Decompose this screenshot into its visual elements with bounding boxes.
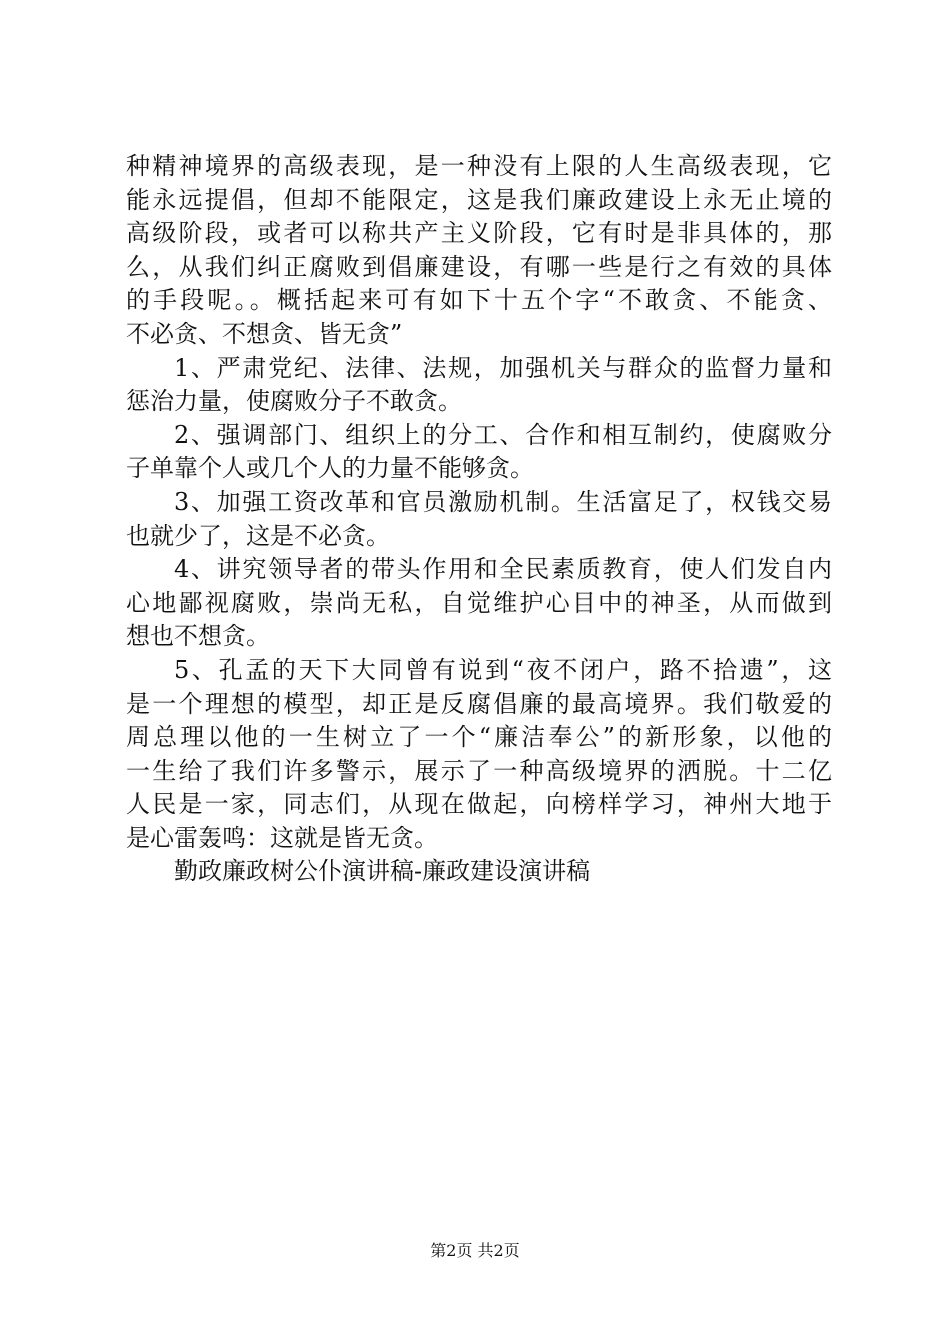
paragraph-start-line: 4、讲究领导者的带头作用和全民素质教育，使人们发自内 [174,555,832,584]
paragraph-start-line: 5、孔孟的天下大同曾有说到“夜不闭户，路不拾遗”，这 [174,655,832,684]
text-line: 周总理以他的一生树立了一个“廉洁奉公”的新形象，以他的 [126,723,832,752]
text-line: 么，从我们纠正腐败到倡廉建设，有哪一些是行之有效的具体 [126,252,832,281]
text-line: 想也不想贪。 [126,622,270,651]
paragraph-start-line: 1、严肃党纪、法律、法规，加强机关与群众的监督力量和 [174,353,832,382]
text-line: 一生给了我们许多警示，展示了一种高级境界的洒脱。十二亿 [126,756,832,785]
text-line: 是一个理想的模型，却正是反腐倡廉的最高境界。我们敬爱的 [126,689,832,718]
text-line: 子单靠个人或几个人的力量不能够贪。 [126,454,534,483]
paragraph-start-line: 2、强调部门、组织上的分工、合作和相互制约，使腐败分 [174,420,832,449]
text-line: 的手段呢。。概括起来可有如下十五个字“不敢贪、不能贪、 [126,286,832,315]
text-line: 能永远提倡，但却不能限定，这是我们廉政建设上永无止境的 [126,185,832,214]
text-line: 人民是一家，同志们，从现在做起，向榜样学习，神州大地于 [126,790,832,819]
document-body [126,150,832,889]
text-line: 心地鄙视腐败，崇尚无私，自觉维护心目中的神圣，从而做到 [126,588,832,617]
text-line: 不必贪、不想贪、皆无贪” [126,319,403,348]
text-line: 也就少了，这是不必贪。 [126,521,390,550]
document-title-line: 勤政廉政树公仆演讲稿-廉政建设演讲稿 [174,857,591,886]
text-line: 高级阶段，或者可以称共产主义阶段，它有时是非具体的，那 [126,219,832,248]
paragraph-start-line: 3、加强工资改革和官员激励机制。生活富足了，权钱交易 [174,487,832,516]
text-line: 是心雷轰鸣：这就是皆无贪。 [126,823,438,852]
text-line: 惩治力量，使腐败分子不敢贪。 [126,387,462,416]
page-number-footer: 第2页 共2页 [430,1241,520,1260]
text-line: 种精神境界的高级表现，是一种没有上限的人生高级表现，它 [126,152,832,180]
